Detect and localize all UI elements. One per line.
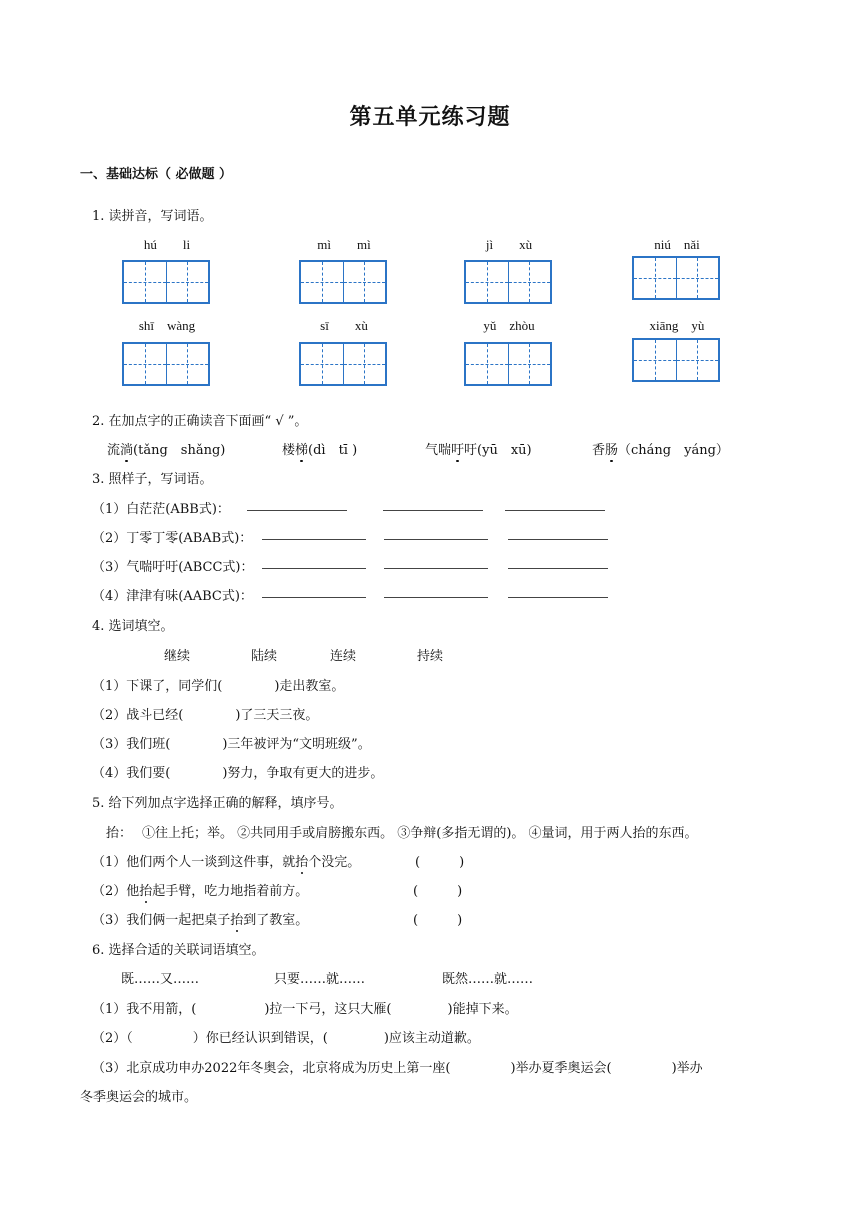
word-option: 连续 — [330, 649, 357, 664]
writing-grid[interactable] — [632, 256, 720, 300]
fill-item[interactable] — [92, 762, 383, 781]
item-text: )拉一下弓，这只大雁( — [264, 1002, 392, 1017]
fill-item[interactable] — [92, 675, 344, 694]
item-text: 流 — [107, 443, 121, 458]
item-text: 气喘 — [425, 443, 452, 458]
pinyin-label: xiāng yù — [649, 318, 705, 333]
item-text: （3）我们班( — [92, 737, 171, 752]
item-text: 到了教室。 — [243, 913, 309, 928]
item-text: 香 — [592, 443, 606, 458]
pattern-item — [92, 556, 254, 575]
item-text: （3）我们俩一起把桌子 — [92, 913, 231, 928]
item-text: 个没完。 — [308, 855, 361, 870]
answer-blank[interactable] — [262, 558, 366, 569]
answer-blank[interactable] — [383, 500, 483, 511]
pattern-label: （3）气喘吁吁(ABCC式)： — [92, 560, 254, 575]
def-list: ①往上托；举。 ②共同用手或肩膀搬东西。 ③争辩(多指无谓的)。 ④量词，用于两人抬的东西。 — [142, 826, 698, 841]
pinyin-label: sī xù — [320, 318, 368, 333]
pinyin-label: yǔ zhòu — [483, 318, 535, 333]
pattern-item — [92, 527, 252, 546]
dotted-char: 吁 — [451, 443, 465, 458]
answer-blank[interactable] — [262, 529, 366, 540]
item-text: )了三天三夜。 — [235, 708, 319, 723]
choice-item[interactable] — [92, 909, 308, 928]
answer-blank[interactable] — [508, 587, 608, 598]
question-2-stem: 2. 在加点字的正确读音下面画“ √ ”。 — [92, 414, 308, 429]
fill-item[interactable] — [92, 733, 371, 752]
answer-blank[interactable] — [247, 500, 347, 511]
answer-blank[interactable] — [508, 558, 608, 569]
pinyin-options: 吁(yū xū) — [464, 443, 532, 458]
pattern-label: （4）津津有味(AABC式)： — [92, 589, 253, 604]
item-text: （1）他们两个人一谈到这件事，就 — [92, 855, 296, 870]
fill-item[interactable] — [92, 998, 518, 1017]
connective-option: 既……又…… — [121, 972, 200, 987]
item-text: （2）战斗已经( — [92, 708, 184, 723]
writing-grid[interactable] — [122, 342, 210, 386]
connective-option: 只要……就…… — [274, 972, 366, 987]
reading-item[interactable] — [107, 439, 225, 458]
fill-item[interactable] — [92, 704, 318, 723]
pinyin-label: hú li — [143, 237, 191, 252]
pattern-label: （1）白茫茫(ABB式)： — [92, 502, 230, 517]
dotted-char: 梯 — [295, 443, 309, 458]
item-text: （1）我不用箭，( — [92, 1002, 197, 1017]
pattern-label: （2）丁零丁零(ABAB式)： — [92, 531, 253, 546]
answer-blank[interactable] — [384, 558, 488, 569]
section-heading: 一、基础达标（ 必做题 ） — [80, 167, 233, 182]
pinyin-label: mì mì — [317, 237, 371, 252]
item-text: ）你已经认识到错误，( — [192, 1031, 328, 1046]
continuation-text: 冬季奥运会的城市。 — [80, 1090, 198, 1105]
item-text: 起手臂，吃力地指着前方。 — [152, 884, 309, 899]
pattern-item — [92, 585, 253, 604]
question-4-stem: 4. 选词填空。 — [92, 619, 174, 634]
reading-item[interactable] — [592, 439, 729, 458]
pinyin-label: jì xù — [485, 237, 533, 252]
pattern-item — [92, 498, 230, 517]
writing-grid[interactable] — [299, 342, 387, 386]
word-option: 陆续 — [251, 649, 278, 664]
connective-option: 既然……就…… — [442, 972, 534, 987]
dotted-char: 抬 — [139, 884, 153, 899]
definitions-line — [106, 822, 698, 841]
reading-item[interactable] — [282, 439, 357, 458]
item-text: )努力，争取有更大的进步。 — [222, 766, 384, 781]
choice-item[interactable] — [92, 851, 360, 870]
choice-item[interactable] — [92, 880, 308, 899]
item-text: （1）下课了，同学们( — [92, 679, 223, 694]
item-text: )应该主动道歉。 — [383, 1031, 480, 1046]
item-text: （3）北京成功申办2022年冬奥会，北京将成为历史上第一座( — [92, 1061, 451, 1076]
question-5-stem: 5. 给下列加点字选择正确的解释，填序号。 — [92, 796, 343, 811]
item-text: )走出教室。 — [274, 679, 345, 694]
dotted-char: 淌 — [120, 443, 134, 458]
dotted-char: 抬 — [230, 913, 244, 928]
dotted-char: 抬 — [295, 855, 309, 870]
item-text: （2）（ — [92, 1031, 133, 1046]
reading-item[interactable] — [425, 439, 532, 458]
dotted-char: 肠 — [605, 443, 619, 458]
item-text: )能掉下来。 — [447, 1002, 518, 1017]
fill-item[interactable] — [92, 1057, 703, 1076]
answer-blank[interactable] — [384, 529, 488, 540]
writing-grid[interactable] — [122, 260, 210, 304]
question-6-stem: 6. 选择合适的关联词语填空。 — [92, 943, 265, 958]
writing-grid[interactable] — [464, 342, 552, 386]
item-text: （4）我们要( — [92, 766, 171, 781]
item-text: )三年被评为“文明班级”。 — [222, 737, 371, 752]
answer-blank[interactable] — [505, 500, 605, 511]
writing-grid[interactable] — [632, 338, 720, 382]
word-option: 继续 — [164, 649, 191, 664]
word-option: 持续 — [417, 649, 444, 664]
question-3-stem: 3. 照样子，写词语。 — [92, 472, 213, 487]
answer-blank[interactable] — [262, 587, 366, 598]
pinyin-label: niú nǎi — [654, 237, 700, 252]
answer-blank[interactable] — [384, 587, 488, 598]
pinyin-options: （cháng yáng） — [618, 443, 729, 458]
writing-grid[interactable] — [299, 260, 387, 304]
def-char: 抬： — [106, 826, 133, 841]
answer-paren[interactable]: ( ) — [413, 913, 463, 928]
item-text: （2）他 — [92, 884, 140, 899]
item-text: 楼 — [282, 443, 296, 458]
answer-paren[interactable]: ( ) — [413, 884, 463, 899]
answer-blank[interactable] — [508, 529, 608, 540]
answer-paren[interactable]: ( ) — [415, 855, 465, 870]
fill-item[interactable] — [92, 1027, 480, 1046]
item-text: )举办 — [671, 1061, 703, 1076]
pinyin-options: (dì tī ) — [308, 443, 358, 458]
writing-grid[interactable] — [464, 260, 552, 304]
question-1-stem: 1. 读拼音，写词语。 — [92, 209, 213, 224]
pinyin-options: (tǎng shǎng) — [133, 443, 226, 458]
item-text: )举办夏季奥运会( — [510, 1061, 612, 1076]
page-title: 第五单元练习题 — [349, 105, 511, 130]
pinyin-label: shī wàng — [138, 318, 196, 333]
